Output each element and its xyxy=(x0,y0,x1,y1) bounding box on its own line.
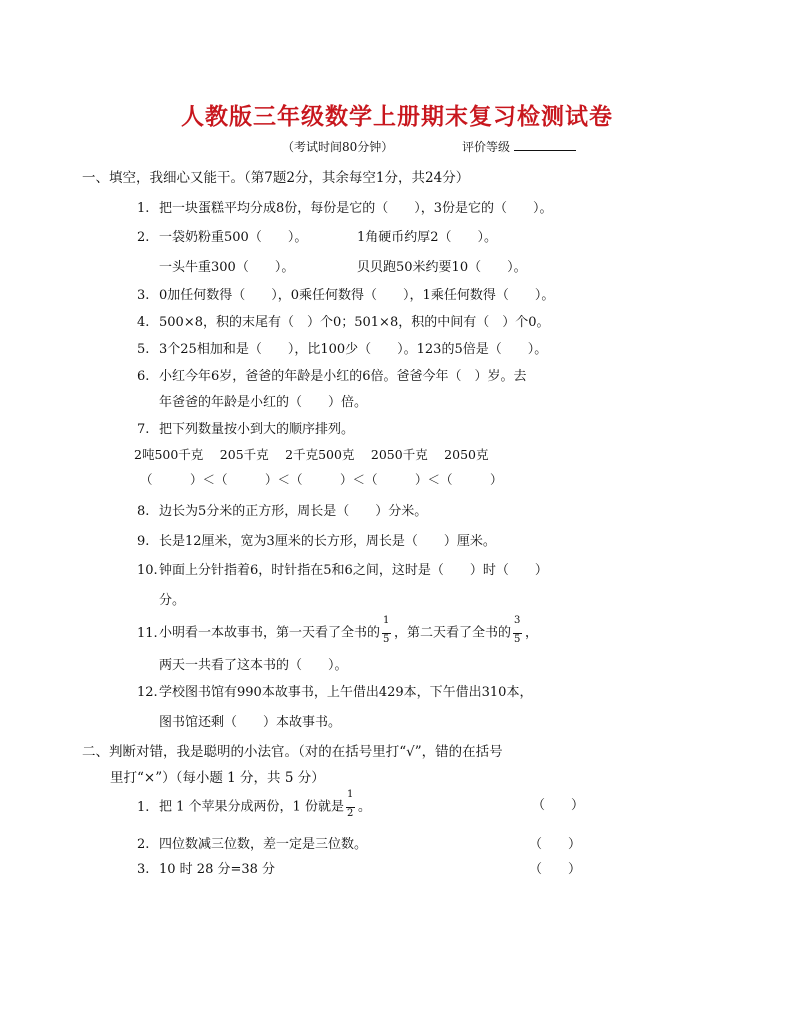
section1-heading: 一、填空，我细心又能干。（第7题2分，其余每空1分，共24分） xyxy=(82,170,470,186)
fraction-one-fifth: $\frac{1}{5}$ xyxy=(383,615,390,645)
question-7: 7. 把下列数量按小到大的顺序排列。 xyxy=(137,422,355,437)
section2-heading-2: 里打“×”）（每小题 1 分，共 5 分） xyxy=(110,770,325,786)
judge-1: 1. 把 1 个苹果分成两份，1 份就是 $\frac{1}{2}$ 。 xyxy=(137,789,371,819)
grade-blank[interactable] xyxy=(514,140,576,151)
question-2b: 1角硬币约厚2（ ）。 xyxy=(357,230,498,245)
question-2c: 一头牛重300（ ）。 xyxy=(159,260,295,275)
question-8: 8. 边长为5分米的正方形，周长是（ ）分米。 xyxy=(137,504,428,519)
question-11b: 两天一共看了这本书的（ ）。 xyxy=(159,658,348,673)
fraction-one-half: $\frac{1}{2}$ xyxy=(346,789,354,819)
question-4: 4. 500×8，积的末尾有（ ）个0；501×8，积的中间有（ ）个0。 xyxy=(137,315,550,330)
question-10b: 分。 xyxy=(159,593,186,608)
question-2: 2. 一袋奶粉重500（ ）。 xyxy=(137,230,308,245)
question-1: 1. 把一块蛋糕平均分成8份，每份是它的（ ），3份是它的（ ）。 xyxy=(137,201,553,216)
judge-1-answer[interactable]: （ ） xyxy=(532,798,585,813)
grade-field xyxy=(462,138,576,155)
judge-2: 2. 四位数减三位数，差一定是三位数。 xyxy=(137,837,368,852)
fraction-three-fifths: $\frac{3}{5}$ xyxy=(514,615,521,645)
question-12b: 图书馆还剩（ ）本故事书。 xyxy=(159,715,342,730)
question-12: 12.学校图书馆有990本故事书，上午借出429本，下午借出310本， xyxy=(137,685,533,700)
grade-label: 评价等级 xyxy=(462,140,511,154)
question-3: 3. 0加任何数得（ ），0乘任何数得（ ），1乘任何数得（ ）。 xyxy=(137,288,555,303)
section2-heading: 二、判断对错，我是聪明的小法官。（对的在括号里打“√”，错的在括号 xyxy=(82,744,503,760)
question-10: 10.钟面上分针指着6，时针指在5和6之间，这时是（ ）时（ ） xyxy=(137,563,548,578)
question-6b: 年爸爸的年龄是小红的（ ）倍。 xyxy=(159,395,368,410)
question-7-items: 2吨500千克 205千克 2千克500克 2050千克 2050克 xyxy=(134,447,489,462)
question-6: 6. 小红今年6岁，爸爸的年龄是小红的6倍。爸爸今年（ ）岁。去 xyxy=(137,369,527,384)
question-9: 9. 长是12厘米，宽为3厘米的长方形，周长是（ ）厘米。 xyxy=(137,534,496,549)
judge-3-answer[interactable]: （ ） xyxy=(529,862,582,877)
judge-3: 3. 10 时 28 分=38 分 xyxy=(137,862,276,877)
question-7-order: （ ）＜（ ）＜（ ）＜（ ）＜（ ） xyxy=(140,472,503,487)
question-2d: 贝贝跑50米约要10（ ）。 xyxy=(357,260,527,275)
question-11: 11.小明看一本故事书，第一天看了全书的 $\frac{1}{5}$ ，第二天看了全书的 $\frac{3}{5}$ ， xyxy=(137,615,539,645)
judge-2-answer[interactable]: （ ） xyxy=(529,837,582,852)
page-title: 人教版三年级数学上册期末复习检测试卷 xyxy=(181,103,613,130)
exam-time: （考试时间80分钟） xyxy=(282,140,394,154)
question-5: 5. 3个25相加和是（ ），比100少（ ）。123的5倍是（ ）。 xyxy=(137,342,548,357)
